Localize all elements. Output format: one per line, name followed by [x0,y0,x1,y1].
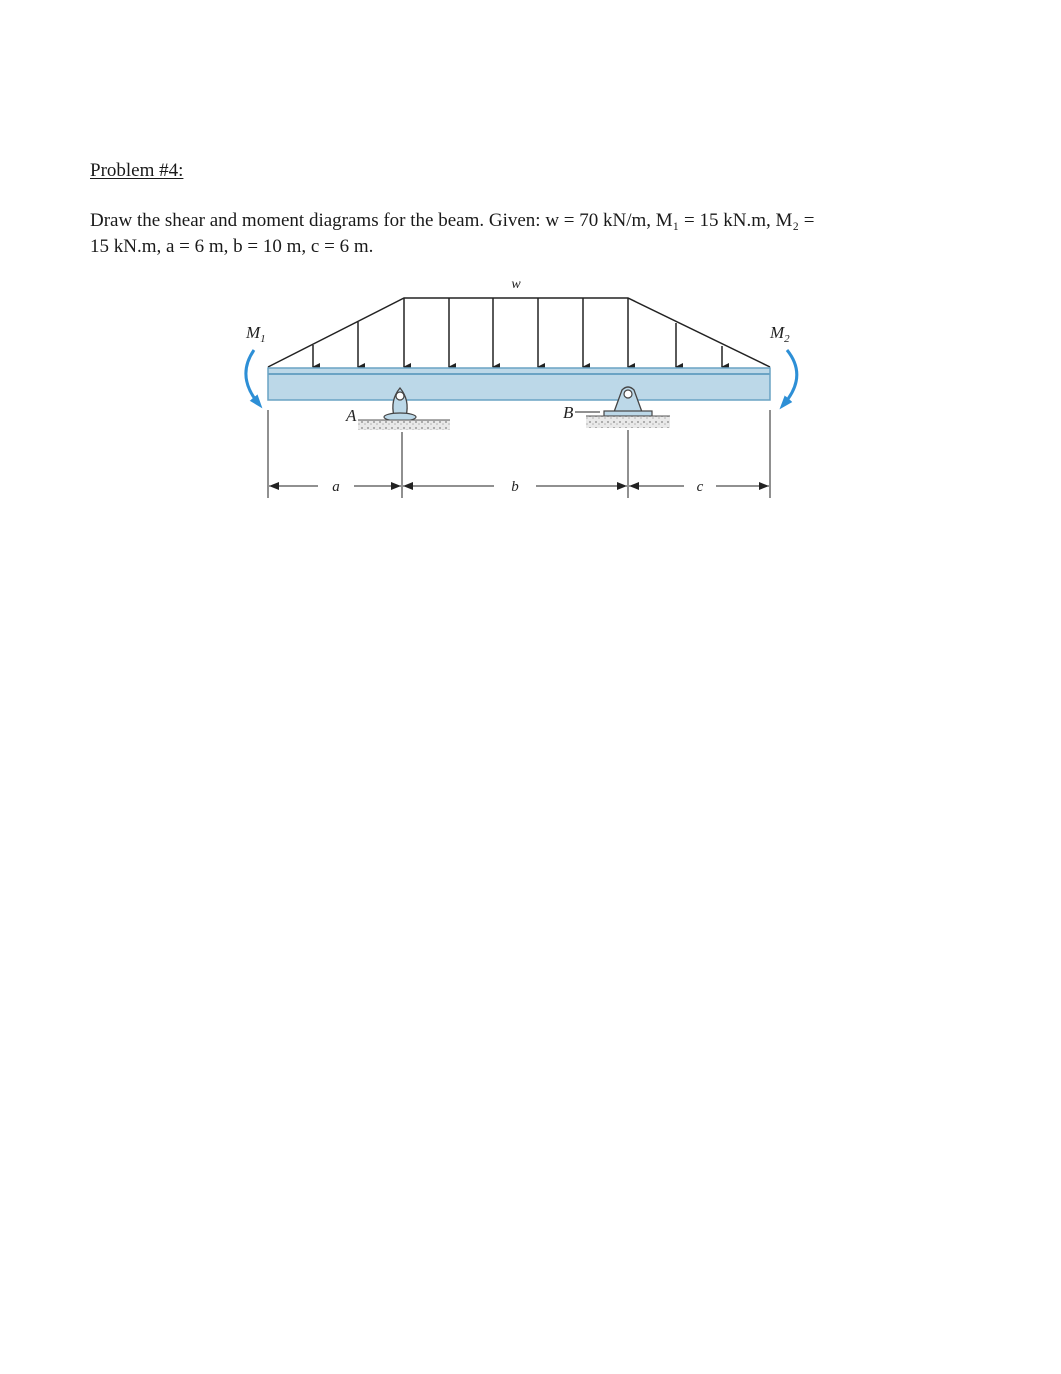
problem-statement [90,208,970,260]
support-a-body [393,388,407,416]
support-a-base [384,413,416,421]
dim-a-label: a [332,479,340,495]
support-b-label: B [563,403,574,422]
moment-m2-arrow [784,350,797,404]
support-b-body [614,387,642,412]
support-b-plate [604,411,652,416]
problem-heading: Problem #4: [90,160,184,181]
moment-m2-letter: M [770,323,785,342]
moment-m1 [245,323,266,403]
support-a-pin [396,392,404,400]
support-a [345,388,450,430]
support-a-label: A [346,406,357,425]
moment-m2-label [769,323,790,345]
moment-m1-arrow [246,350,258,403]
dim-b-label: b [511,479,519,495]
beam [268,368,770,400]
beam-body [268,368,770,400]
dimensions [268,410,770,498]
support-b [563,387,670,428]
support-a-ground [358,420,450,430]
moment-m1-subscript: 1 [260,333,266,345]
support-b-ground [586,416,670,428]
support-b-pin [624,390,632,398]
problem-statement-line-2: 15 kN.m, a = 6 m, b = 10 m, c = 6 m. [90,236,374,257]
moment-m2 [769,323,797,404]
dim-c-label: c [696,479,704,495]
load-outline [268,298,770,367]
moment-m2-subscript: 2 [784,333,790,345]
moment-m1-label [245,323,266,345]
moment-m1-letter: M [246,323,261,342]
problem-statement-line-1: Draw the shear and moment diagrams for the beam. Given: w = 70 kN/m, M₁ = 15 kN.m, M₂ = [90,210,815,231]
load-label: w [511,277,521,292]
distributed-load [268,277,770,367]
